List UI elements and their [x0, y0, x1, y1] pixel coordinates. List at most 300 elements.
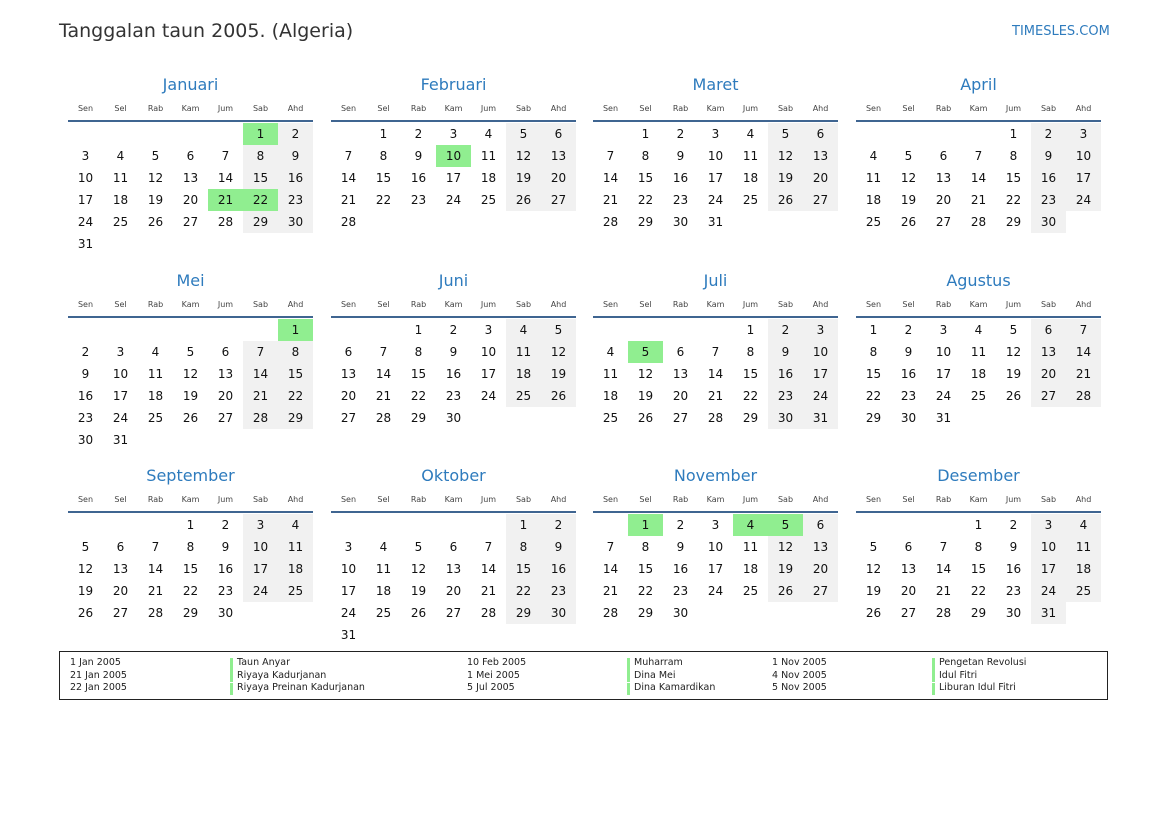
day-cell: 27 — [935, 215, 952, 229]
day-cell: 19 — [900, 193, 917, 207]
month-name: Januari — [162, 75, 219, 94]
day-cell: 25 — [742, 193, 759, 207]
day-cell: 10 — [707, 540, 724, 554]
day-cell: 13 — [935, 171, 952, 185]
day-cell: 3 — [449, 127, 458, 141]
month-divider — [331, 316, 576, 318]
weekday-header: Sab — [252, 104, 269, 113]
day-cell: 12 — [182, 367, 199, 381]
holiday-marker — [932, 670, 935, 682]
day-cell: 28 — [602, 215, 619, 229]
day-cell: 23 — [900, 389, 917, 403]
weekday-header: Sab — [515, 300, 532, 309]
day-cell: 3 — [803, 319, 838, 341]
day-cell: 30 — [1031, 211, 1066, 233]
weekday-header: Ahd — [1075, 300, 1092, 309]
day-cell: 18 — [742, 562, 759, 576]
day-cell: 18 — [480, 171, 497, 185]
holiday-day-cell: 4 — [733, 514, 768, 536]
holiday-day-cell: 10 — [436, 145, 471, 167]
day-cell: 27 — [803, 580, 838, 602]
weekday-header: Ahd — [550, 300, 567, 309]
day-cell: 29 — [637, 215, 654, 229]
day-cell: 26 — [1005, 389, 1022, 403]
day-cell: 31 — [112, 433, 129, 447]
day-cell: 3 — [116, 345, 125, 359]
day-cell: 27 — [1031, 385, 1066, 407]
weekday-header: Jum — [480, 104, 497, 113]
holiday-name: Taun Anyar — [237, 657, 290, 668]
day-cell: 31 — [77, 237, 94, 251]
holiday-date: 22 Jan 2005 — [70, 682, 127, 693]
day-cell: 6 — [116, 540, 125, 554]
day-cell: 23 — [541, 580, 576, 602]
holiday-marker — [627, 670, 630, 682]
day-cell: 26 — [182, 411, 199, 425]
day-cell: 27 — [182, 215, 199, 229]
day-cell: 3 — [939, 323, 948, 337]
day-cell: 1 — [379, 127, 388, 141]
weekday-header: Sel — [639, 495, 652, 504]
month-divider — [593, 511, 838, 513]
day-cell: 27 — [541, 189, 576, 211]
day-cell: 31 — [707, 215, 724, 229]
day-cell: 14 — [602, 171, 619, 185]
day-cell: 30 — [768, 407, 803, 429]
day-cell: 17 — [480, 367, 497, 381]
day-cell: 14 — [1066, 341, 1101, 363]
day-cell: 24 — [935, 389, 952, 403]
day-cell: 14 — [707, 367, 724, 381]
day-cell: 15 — [506, 558, 541, 580]
day-cell: 7 — [221, 149, 230, 163]
day-cell: 11 — [865, 171, 882, 185]
holiday-day-cell: 1 — [243, 123, 278, 145]
weekday-header: Sen — [865, 300, 882, 309]
day-cell: 18 — [742, 171, 759, 185]
day-cell: 20 — [541, 167, 576, 189]
day-cell: 16 — [672, 171, 689, 185]
weekday-header: Sel — [902, 495, 915, 504]
weekday-header: Sen — [77, 300, 94, 309]
day-cell: 19 — [147, 193, 164, 207]
day-cell: 5 — [869, 540, 878, 554]
day-cell: 23 — [278, 189, 313, 211]
weekday-header: Ahd — [287, 495, 304, 504]
day-cell: 25 — [1066, 580, 1101, 602]
day-cell: 25 — [742, 584, 759, 598]
day-cell: 22 — [375, 193, 392, 207]
day-cell: 6 — [803, 123, 838, 145]
month-divider — [331, 120, 576, 122]
weekday-header: Rab — [672, 300, 689, 309]
day-cell: 17 — [112, 389, 129, 403]
day-cell: 26 — [637, 411, 654, 425]
day-cell: 7 — [974, 149, 983, 163]
weekday-header: Sab — [777, 495, 794, 504]
day-cell: 21 — [480, 584, 497, 598]
day-cell: 4 — [606, 345, 615, 359]
day-cell: 1 — [186, 518, 195, 532]
day-cell: 29 — [182, 606, 199, 620]
day-cell: 8 — [869, 345, 878, 359]
day-cell: 17 — [803, 363, 838, 385]
day-cell: 28 — [970, 215, 987, 229]
weekday-header: Rab — [935, 300, 952, 309]
day-cell: 1 — [746, 323, 755, 337]
day-cell: 29 — [243, 211, 278, 233]
day-cell: 30 — [900, 411, 917, 425]
weekday-header: Ahd — [812, 495, 829, 504]
holiday-marker — [627, 683, 630, 695]
holiday-name: Idul Fitri — [939, 669, 978, 681]
day-cell: 24 — [243, 580, 278, 602]
day-cell: 26 — [900, 215, 917, 229]
day-cell: 3 — [344, 540, 353, 554]
weekday-header: Jum — [217, 495, 234, 504]
day-cell: 2 — [904, 323, 913, 337]
day-cell: 6 — [1031, 319, 1066, 341]
day-cell: 6 — [541, 123, 576, 145]
day-cell: 24 — [340, 606, 357, 620]
day-cell: 19 — [541, 363, 576, 385]
day-cell: 23 — [77, 411, 94, 425]
day-cell: 13 — [445, 562, 462, 576]
day-cell: 15 — [865, 367, 882, 381]
month-name: Februari — [420, 75, 487, 94]
weekday-header: Kam — [181, 495, 200, 504]
weekday-header: Kam — [181, 300, 200, 309]
month-divider — [68, 511, 313, 513]
weekday-header: Kam — [444, 300, 463, 309]
day-cell: 4 — [116, 149, 125, 163]
day-cell: 15 — [637, 171, 654, 185]
day-cell: 2 — [676, 518, 685, 532]
day-cell: 8 — [278, 341, 313, 363]
day-cell: 15 — [182, 562, 199, 576]
day-cell: 3 — [484, 323, 493, 337]
day-cell: 26 — [410, 606, 427, 620]
weekday-header: Sel — [114, 104, 127, 113]
day-cell: 15 — [278, 363, 313, 385]
day-cell: 12 — [768, 536, 803, 558]
day-cell: 21 — [243, 385, 278, 407]
day-cell: 14 — [243, 363, 278, 385]
day-cell: 18 — [970, 367, 987, 381]
day-cell: 4 — [506, 319, 541, 341]
day-cell: 18 — [506, 363, 541, 385]
day-cell: 21 — [602, 584, 619, 598]
day-cell: 20 — [803, 167, 838, 189]
weekday-header: Jum — [742, 300, 759, 309]
day-cell: 14 — [935, 562, 952, 576]
day-cell: 19 — [637, 389, 654, 403]
weekday-header: Sab — [515, 495, 532, 504]
day-cell: 1 — [869, 323, 878, 337]
day-cell: 19 — [768, 167, 803, 189]
day-cell: 10 — [77, 171, 94, 185]
day-cell: 6 — [186, 149, 195, 163]
day-cell: 3 — [243, 514, 278, 536]
holiday-marker — [230, 670, 233, 682]
day-cell: 26 — [541, 385, 576, 407]
day-cell: 18 — [147, 389, 164, 403]
weekday-header: Ahd — [287, 104, 304, 113]
day-cell: 11 — [278, 536, 313, 558]
day-cell: 6 — [803, 514, 838, 536]
site-link[interactable]: TIMESLES.COM — [1012, 24, 1110, 39]
day-cell: 14 — [480, 562, 497, 576]
day-cell: 20 — [217, 389, 234, 403]
day-cell: 7 — [151, 540, 160, 554]
day-cell: 8 — [506, 536, 541, 558]
day-cell: 22 — [637, 193, 654, 207]
day-cell: 19 — [768, 558, 803, 580]
page-title: Tanggalan taun 2005. (Algeria) — [59, 20, 354, 42]
month-name: Agustus — [946, 271, 1011, 290]
day-cell: 8 — [641, 149, 650, 163]
day-cell: 13 — [217, 367, 234, 381]
weekday-header: Rab — [935, 495, 952, 504]
day-cell: 28 — [1066, 385, 1101, 407]
day-cell: 1 — [414, 323, 423, 337]
day-cell: 19 — [410, 584, 427, 598]
month-divider — [68, 316, 313, 318]
day-cell: 15 — [1005, 171, 1022, 185]
day-cell: 10 — [1066, 145, 1101, 167]
day-cell: 22 — [742, 389, 759, 403]
day-cell: 11 — [970, 345, 987, 359]
weekday-header: Jum — [480, 300, 497, 309]
day-cell: 9 — [1009, 540, 1018, 554]
day-cell: 25 — [112, 215, 129, 229]
day-cell: 25 — [602, 411, 619, 425]
day-cell: 8 — [186, 540, 195, 554]
day-cell: 22 — [182, 584, 199, 598]
day-cell: 6 — [449, 540, 458, 554]
day-cell: 6 — [344, 345, 353, 359]
weekday-header: Jum — [1005, 300, 1022, 309]
weekday-header: Sen — [340, 104, 357, 113]
day-cell: 24 — [480, 389, 497, 403]
weekday-header: Sab — [777, 300, 794, 309]
day-cell: 17 — [77, 193, 94, 207]
day-cell: 8 — [641, 540, 650, 554]
day-cell: 16 — [768, 363, 803, 385]
weekday-header: Kam — [181, 104, 200, 113]
weekday-header: Jum — [1005, 104, 1022, 113]
day-cell: 9 — [676, 149, 685, 163]
weekday-header: Sel — [377, 300, 390, 309]
day-cell: 3 — [1031, 514, 1066, 536]
day-cell: 14 — [217, 171, 234, 185]
day-cell: 23 — [672, 193, 689, 207]
day-cell: 10 — [112, 367, 129, 381]
day-cell: 22 — [278, 385, 313, 407]
day-cell: 31 — [803, 407, 838, 429]
day-cell: 29 — [1005, 215, 1022, 229]
day-cell: 12 — [541, 341, 576, 363]
day-cell: 2 — [768, 319, 803, 341]
month-name: November — [673, 466, 758, 485]
day-cell: 18 — [112, 193, 129, 207]
weekday-header: Ahd — [812, 300, 829, 309]
weekday-header: Sel — [114, 495, 127, 504]
day-cell: 23 — [217, 584, 234, 598]
day-cell: 6 — [939, 149, 948, 163]
weekday-header: Rab — [147, 104, 164, 113]
day-cell: 2 — [676, 127, 685, 141]
holiday-date: 5 Nov 2005 — [772, 682, 827, 693]
day-cell: 7 — [243, 341, 278, 363]
weekday-header: Rab — [935, 104, 952, 113]
day-cell: 16 — [1031, 167, 1066, 189]
day-cell: 7 — [344, 149, 353, 163]
day-cell: 16 — [672, 562, 689, 576]
day-cell: 12 — [900, 171, 917, 185]
day-cell: 25 — [147, 411, 164, 425]
day-cell: 26 — [865, 606, 882, 620]
holiday-marker — [230, 658, 233, 670]
weekday-header: Jum — [742, 495, 759, 504]
day-cell: 16 — [278, 167, 313, 189]
weekday-header: Kam — [969, 104, 988, 113]
day-cell: 15 — [970, 562, 987, 576]
day-cell: 22 — [637, 584, 654, 598]
month-divider — [68, 120, 313, 122]
day-cell: 9 — [541, 536, 576, 558]
day-cell: 13 — [803, 145, 838, 167]
day-cell: 24 — [707, 584, 724, 598]
day-cell: 22 — [865, 389, 882, 403]
day-cell: 21 — [340, 193, 357, 207]
day-cell: 21 — [935, 584, 952, 598]
weekday-header: Sen — [340, 300, 357, 309]
day-cell: 8 — [1009, 149, 1018, 163]
holiday-date: 21 Jan 2005 — [70, 669, 127, 681]
weekday-header: Ahd — [550, 495, 567, 504]
day-cell: 12 — [637, 367, 654, 381]
day-cell: 1 — [641, 127, 650, 141]
day-cell: 27 — [217, 411, 234, 425]
weekday-header: Kam — [706, 104, 725, 113]
weekday-header: Sel — [639, 104, 652, 113]
day-cell: 6 — [221, 345, 230, 359]
day-cell: 4 — [746, 127, 755, 141]
day-cell: 26 — [147, 215, 164, 229]
day-cell: 9 — [221, 540, 230, 554]
day-cell: 13 — [900, 562, 917, 576]
day-cell: 14 — [340, 171, 357, 185]
day-cell: 10 — [1031, 536, 1066, 558]
day-cell: 18 — [602, 389, 619, 403]
day-cell: 7 — [484, 540, 493, 554]
day-cell: 6 — [904, 540, 913, 554]
day-cell: 12 — [768, 145, 803, 167]
day-cell: 8 — [746, 345, 755, 359]
day-cell: 15 — [637, 562, 654, 576]
day-cell: 27 — [340, 411, 357, 425]
weekday-header: Sel — [377, 495, 390, 504]
weekday-header: Sen — [865, 104, 882, 113]
day-cell: 25 — [375, 606, 392, 620]
holiday-day-cell: 5 — [628, 341, 663, 363]
day-cell: 28 — [217, 215, 234, 229]
day-cell: 27 — [803, 189, 838, 211]
month-divider — [593, 120, 838, 122]
weekday-header: Jum — [217, 104, 234, 113]
weekday-header: Rab — [672, 104, 689, 113]
day-cell: 5 — [904, 149, 913, 163]
day-cell: 28 — [707, 411, 724, 425]
day-cell: 23 — [768, 385, 803, 407]
day-cell: 17 — [707, 562, 724, 576]
weekday-header: Sel — [114, 300, 127, 309]
month-divider — [856, 316, 1101, 318]
day-cell: 4 — [869, 149, 878, 163]
day-cell: 19 — [77, 584, 94, 598]
weekday-header: Jum — [1005, 495, 1022, 504]
day-cell: 17 — [707, 171, 724, 185]
day-cell: 4 — [379, 540, 388, 554]
month-name: September — [146, 466, 235, 485]
day-cell: 20 — [935, 193, 952, 207]
day-cell: 7 — [606, 540, 615, 554]
day-cell: 16 — [1005, 562, 1022, 576]
day-cell: 15 — [243, 167, 278, 189]
day-cell: 21 — [602, 193, 619, 207]
day-cell: 24 — [1066, 189, 1101, 211]
day-cell: 28 — [147, 606, 164, 620]
day-cell: 27 — [900, 606, 917, 620]
day-cell: 18 — [865, 193, 882, 207]
day-cell: 22 — [970, 584, 987, 598]
day-cell: 13 — [541, 145, 576, 167]
day-cell: 12 — [506, 145, 541, 167]
day-cell: 10 — [707, 149, 724, 163]
day-cell: 12 — [410, 562, 427, 576]
weekday-header: Rab — [672, 495, 689, 504]
holiday-legend — [59, 651, 1108, 700]
day-cell: 2 — [221, 518, 230, 532]
day-cell: 26 — [768, 580, 803, 602]
day-cell: 1 — [1009, 127, 1018, 141]
day-cell: 7 — [711, 345, 720, 359]
day-cell: 20 — [182, 193, 199, 207]
month-divider — [331, 511, 576, 513]
day-cell: 19 — [865, 584, 882, 598]
holiday-date: 1 Jan 2005 — [70, 657, 121, 668]
day-cell: 9 — [414, 149, 423, 163]
holiday-name: Riyaya Kadurjanan — [237, 669, 327, 681]
holiday-date: 1 Nov 2005 — [772, 657, 827, 668]
day-cell: 29 — [506, 602, 541, 624]
weekday-header: Kam — [444, 495, 463, 504]
month-divider — [856, 120, 1101, 122]
day-cell: 14 — [602, 562, 619, 576]
day-cell: 20 — [672, 389, 689, 403]
day-cell: 21 — [147, 584, 164, 598]
day-cell: 23 — [1031, 189, 1066, 211]
weekday-header: Sab — [515, 104, 532, 113]
day-cell: 24 — [445, 193, 462, 207]
day-cell: 8 — [414, 345, 423, 359]
day-cell: 15 — [742, 367, 759, 381]
weekday-header: Rab — [147, 300, 164, 309]
holiday-name: Muharram — [634, 657, 683, 668]
day-cell: 21 — [970, 193, 987, 207]
day-cell: 20 — [112, 584, 129, 598]
